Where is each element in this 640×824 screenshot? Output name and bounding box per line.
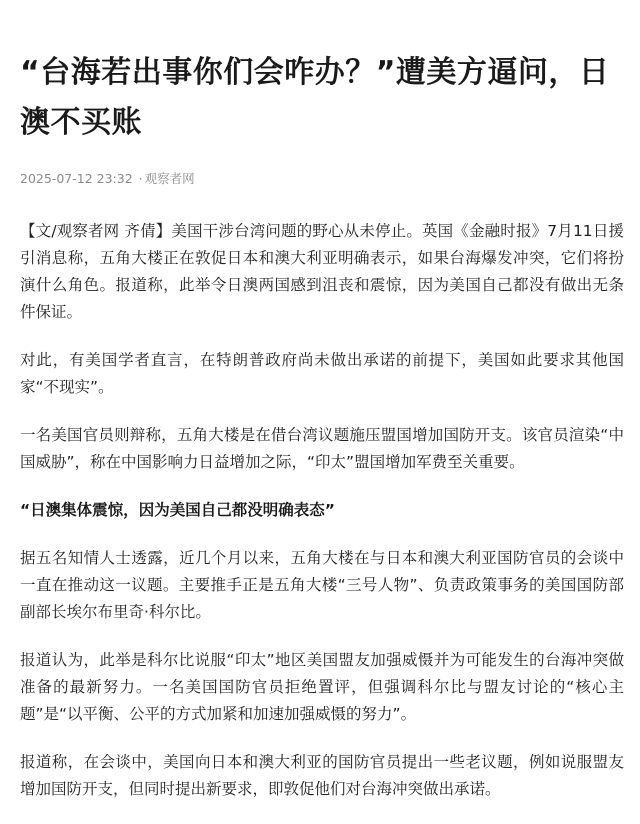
paragraph-3: 一名美国官员则辩称，五角大楼是在借台湾议题施压盟国增加国防开支。该官员渲染“中国威胁”，称在中国影响力日益增加之际，“印太”盟国增加军费至关重要。	[20, 426, 624, 471]
paragraph-6: 报道称，在会谈中，美国向日本和澳大利亚的国防官员提出一些老议题，例如说服盟友增加国防开支，但同时提出新要求，即敦促他们对台海冲突做出承诺。	[20, 753, 624, 798]
paragraph-4: 据五名知情人士透露，近几个月以来，五角大楼在与日本和澳大利亚国防官员的会谈中一直在推动这一议题。主要推手正是五角大楼“三号人物”、负责政策事务的美国国防部副部长埃尔布里奇·科尔比。	[20, 549, 624, 621]
paragraph-2: 对此，有美国学者直言，在特朗普政府尚未做出承诺的前提下，美国如此要求其他国家“不现实”。	[20, 351, 624, 396]
article-source: 观察者网	[144, 171, 195, 186]
article	[20, 0, 624, 824]
paragraph-5: 报道认为，此举是科尔比说服“印太”地区美国盟友加强威慑并为可能发生的台海冲突做准备的最新努力。一名美国国防官员拒绝置评，但强调科尔比与盟友讨论的“核心主题”是“以平衡、公平的方式加紧和加速加强威慑的努力”。	[20, 651, 624, 723]
article-body	[20, 218, 624, 803]
paragraph-1: 【文/观察者网 齐倩】美国干涉台湾问题的野心从未停止。英国《金融时报》7月11日援引消息称，五角大楼正在敦促日本和澳大利亚明确表示，如果台海爆发冲突，它们将扮演什么角色。报道称，此举令日澳两国感到沮丧和震惊，因为美国自己都没有做出无条件保证。	[20, 222, 624, 321]
section-heading: “日澳集体震惊，因为美国自己都没明确表态”	[20, 501, 335, 519]
article-title: “台海若出事你们会咋办？”遭美方逼问，日澳不买账	[20, 55, 610, 140]
publish-date: 2025-07-12 23:32	[20, 171, 133, 186]
article-meta	[20, 170, 624, 188]
meta-separator: ·	[138, 171, 143, 186]
